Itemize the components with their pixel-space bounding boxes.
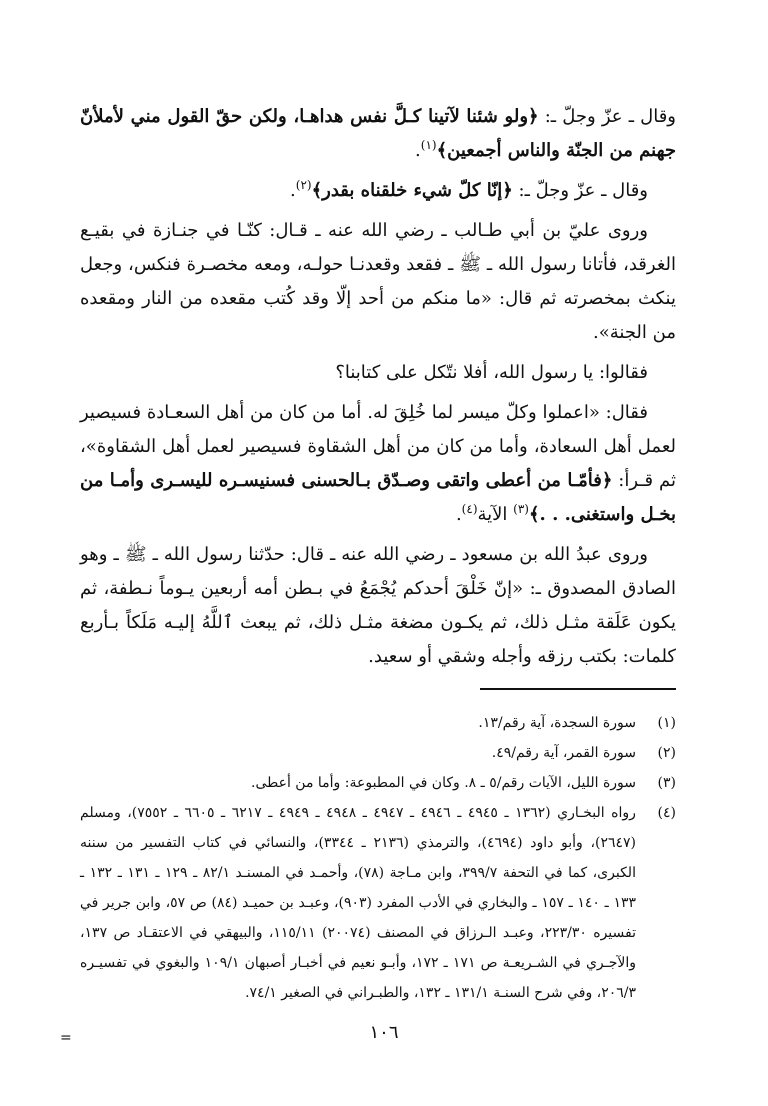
footnote-text: سورة الليل، الآيات رقم/٥ ـ ٨. وكان في المطبوعة: وأما من أعطى.	[251, 775, 636, 791]
footnote-1	[80, 708, 676, 738]
footnote-text: رواه البخـاري (١٣٦٢ ـ ٤٩٤٥ ـ ٤٩٤٦ ـ ٤٩٤٧ ـ ٤٩٤٨ ـ ٤٩٤٩ ـ ٦٢١٧ ـ ٦٦٠٥ ـ ٧٥٥٢)، ومسلم (٢٦٤٧)، وأبو داود (٤٦٩٤)، والترمذي (٢١٣٦ ـ ٣٣٤٤)، والنسائي في كتاب التفسير من سننه الكبرى، كما في التحفة ٣٩٩/٧، وابن مـاجة (٧٨)، وأحمـد في المسنـد ٨٢/١ ـ ١٢٩ ـ ١٣١ ـ ١٣٢ ـ ١٣٣ ـ ١٤٠ ـ ١٥٧ ـ والبخاري في الأدب المفرد (٩٠٣)، وعبـد بن حميـد (٨٤) ص ٥٧، وابن جرير في تفسيره ٢٢٣/٣٠، وعبـد الـرزاق في المصنف (٢٠٠٧٤) ١١٥/١١، والبيهقي في الاعتقـاد ص ١٣٧، والآجـري في الشـريعـة ص ١٧١ ـ ١٧٢، وأبـو نعيم في أخبـار أصبهان ١٠٩/١ والبغوي في تفسيـره ٢٠٦/٣، وفي شرح السنـة ١٣١/١ ـ ١٣٢، والطبـراني في الصغير ٧٤/١.	[80, 805, 637, 1001]
paragraph-4: فقالوا: يا رسول الله، أفلا نتّكل على كتابنا؟	[335, 362, 648, 383]
footnotes	[80, 708, 676, 1008]
paragraph-suffix: الآية	[477, 504, 514, 525]
paragraph-prefix: وقال ـ عزّ وجلّ ـ:	[538, 106, 676, 127]
footnote-number: (٤)	[657, 805, 676, 821]
margin-mark: =	[60, 1030, 72, 1046]
footnote-number: (٣)	[657, 775, 676, 791]
page-number: ١٠٦	[369, 1022, 399, 1043]
paragraph-3: وروى عليّ بن أبي طـالب ـ رضي الله عنه ـ قـال: كنّـا في جنـازة في بقيـع الغرقد، فأتانا رسول الله ـ ﷺ ـ فقعد وقعدنـا حولـه، ومعه مخصـرة فنكس، وجعل ينكث بمخصرته ثم قال: «ما منكم من أحد إلّا وقد كُتب مقعده من النار ومقعده من الجنة».	[80, 220, 676, 343]
footnote-2	[80, 738, 676, 768]
footnote-3	[80, 768, 676, 798]
paragraph-suffix: .	[455, 504, 462, 525]
paragraph-suffix: .	[415, 140, 421, 161]
main-text	[80, 100, 676, 680]
paragraph-1	[80, 100, 676, 168]
paragraph-6: وروى عبدُ الله بن مسعود ـ رضي الله عنه ـ قال: حدّثنا رسول الله ـ ﷺ ـ وهو الصادق المصدوق ـ: «إنّ خَلْقَ أحدكم يُجْمَعُ في بـطن أمه أربعين يـوماً نـطفة، ثم يكون عَلَقة مثـل ذلك، ثم يكـون مضغة مثـل ذلك، ثم يبعث ٱللَّهُ إليـه مَلَكاً بـأربع كلمات: بكتب رزقه وأجله وشقي أو سعيد.	[80, 544, 676, 667]
footnote-number: (١)	[657, 715, 676, 731]
paragraph-5	[80, 396, 676, 532]
footnote-ref: (١)	[420, 138, 437, 152]
footnote-ref: (٤)	[461, 502, 478, 516]
footnote-number: (٢)	[657, 745, 676, 761]
paragraph-2	[80, 174, 676, 208]
footnote-divider	[480, 688, 676, 690]
paragraph-prefix: فقال: «اعملوا وكلّ ميسر لما خُلِقَ له. أما من كان من أهل السعـادة فسيصير لعمل أهل السعادة، وأما من كان من أهل الشقاوة فسيصير لعمل أهل الشقاوة»، ثم قـرأ:	[80, 402, 677, 491]
paragraph-suffix: .	[290, 180, 296, 201]
quran-quote: ﴿إنّا كلّ شيء خلقناه بقدر﴾	[311, 180, 513, 201]
quran-quote: ﴿فأمّـا من أعطى واتقى وصـدّق بـالحسنى فسنيسـره لليسـرى وأمـا من بخـل واستغنى. . .﴾	[80, 470, 676, 525]
footnote-text: سورة القمر، آية رقم/٤٩.	[491, 745, 636, 761]
footnote-ref: (٢)	[295, 178, 312, 192]
quran-quote: ﴿ولو شئنا لآتينا كـلَّ نفس هداهـا، ولكن حقّ القول مني لأملأنّ جهنم من الجنّة والناس أجمعين﴾	[80, 106, 676, 161]
paragraph-prefix: وقال ـ عزّ وجلّ ـ:	[512, 180, 648, 201]
footnote-text: سورة السجدة، آية رقم/١٣.	[478, 715, 636, 731]
footnote-ref: (٣)	[513, 502, 529, 516]
footnote-4	[80, 798, 676, 1008]
